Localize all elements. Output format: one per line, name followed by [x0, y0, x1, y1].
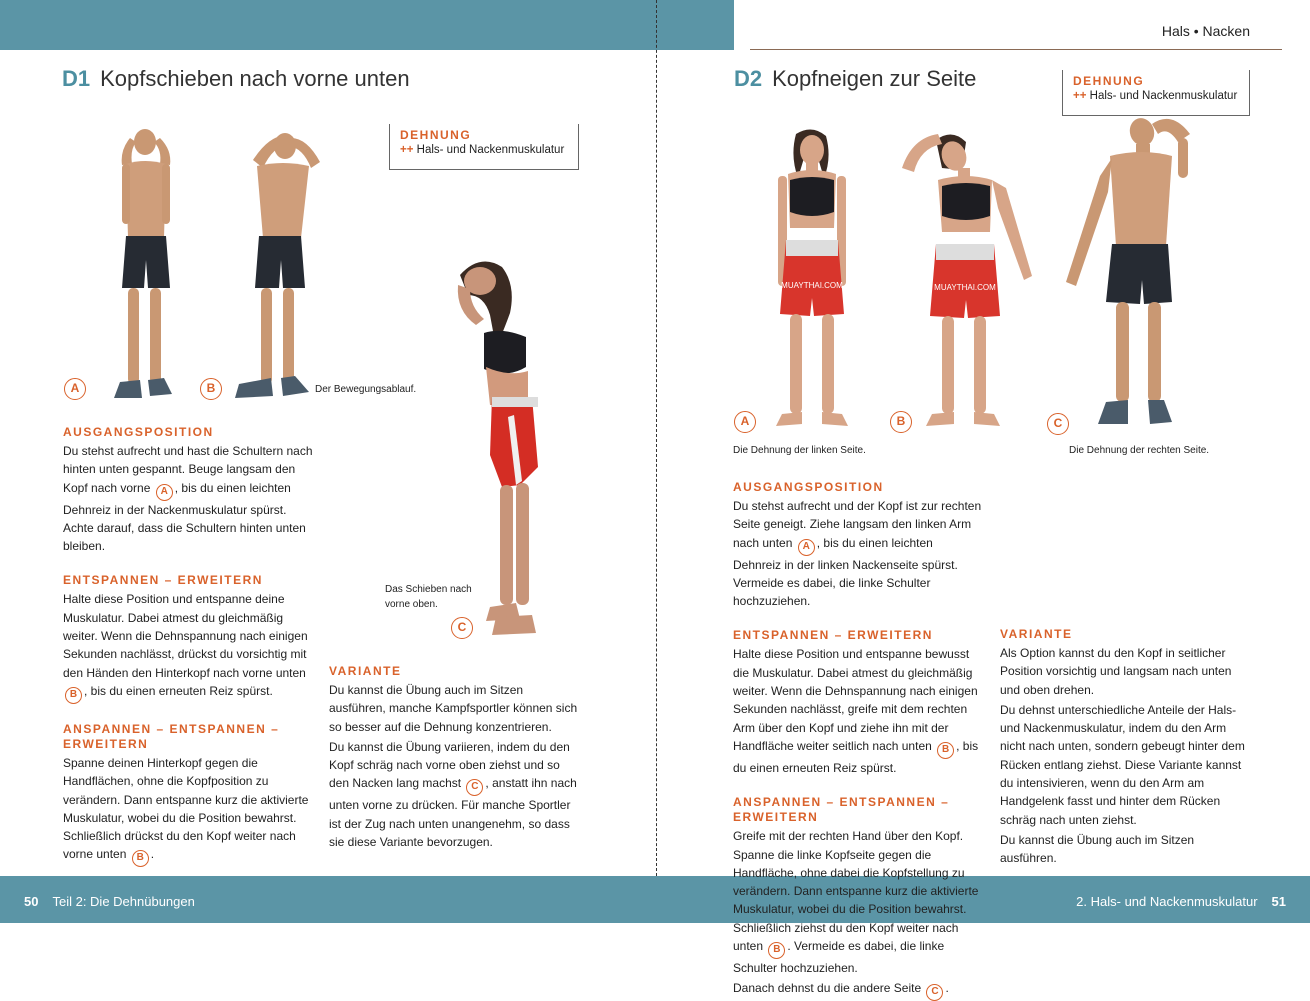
exercise-name: Kopfneigen zur Seite: [772, 66, 977, 91]
section-text-relax: Halte diese Position und entspanne bewusst die Muskulatur. Dabei atmest du gleichmäßig weiter. Wenn die Dehnspannung nach einigen Sekunden nachlässt, greife mit dem rechten Arm über den Kopf und ziehe ihn mit der Handfläche weiter seitlich nach unten B , bis du einen erneuten Reiz spürst.: [733, 647, 979, 775]
variant-text-1: Du kannst die Übung auch im Sitzen ausführen, manche Kampfsportler können sich so besser auf die Dehnung konzentrieren.: [329, 683, 578, 734]
caption-push: Das Schieben nach vorne oben.: [385, 584, 472, 610]
exercise-title-d2: [734, 66, 976, 92]
tag-muscle: ++ Hals- und Nackenmuskulatur: [1073, 90, 1238, 102]
variant-text-2: Du dehnst unterschiedliche Anteile der Hals- und Nackenmuskulatur, indem du den Arm nicht nach unten, sondern gebeugt hinter dem Rücken entlang ziehst. Diese Variante kannst du intensivieren, wenn du den Arm am Handgelenk fasst und hinter dem Rücken schräg nach unten ziehst.: [1000, 702, 1245, 827]
section-heading-tense: ANSPANNEN – ENTSPANNEN – ERWEITERN: [63, 721, 280, 751]
marker-a: A: [64, 378, 86, 400]
figure-b-man-hands-on-head: [225, 120, 335, 405]
exercise-title-d1: [62, 66, 410, 92]
caption-sequence: Der Bewegungsablauf.: [315, 384, 417, 395]
stretch-tag-d2: [1062, 70, 1250, 116]
section-heading-start: AUSGANGSPOSITION: [733, 480, 884, 494]
exercise-name: Kopfschieben nach vorne unten: [100, 66, 410, 91]
left-column-2: [329, 664, 579, 851]
section-text-relax: Halte diese Position und entspanne deine Muskulatur. Dabei atmest du gleichmäßig weiter. Wenn die Dehnspannung nach einigen Sekunden nachlässt, drückst du vorsichtig mit den Händen den Hinterkopf nach vorne unten B , bis du einen erneuten Reiz spürst.: [63, 590, 319, 703]
tag-muscle: ++ Hals- und Nackenmuskulatur: [400, 144, 565, 156]
figure-c-man-head-tilt: [1060, 112, 1200, 430]
caption-left-side: Die Dehnung der linken Seite.: [733, 445, 866, 456]
figure-a-woman-standing: [762, 128, 862, 433]
section-text-tense: Spanne deinen Hinterkopf gegen die Handflächen, ohne die Kopfposition zu verändern. Dann entspanne kurz die aktivierte Muskulatur, wobei du die Position bewahrst. Schließlich drückst du den Kopf weiter nach vorne unten B .: [63, 754, 319, 867]
left-column-1: [63, 425, 319, 867]
page-number-right: 51: [1271, 894, 1286, 909]
section-text-start: Du stehst aufrecht und hast die Schultern nach hinten unten gespannt. Beuge langsam den Kopf nach vorne A , bis du einen leichten Dehnreiz in der Nackenmuskulatur spürst. Achte darauf, dass die Schultern hinten unten bleiben.: [63, 444, 313, 554]
marker-a: A: [734, 411, 756, 433]
footer-right: [1076, 894, 1300, 909]
running-head-rule: [750, 49, 1282, 50]
figure-b-woman-head-tilt: [902, 128, 1037, 433]
variant-text-3: Du kannst die Übung auch im Sitzen ausführen.: [1000, 832, 1195, 866]
tag-title: DEHNUNG: [400, 128, 472, 142]
caption-right-side: Die Dehnung der rechten Seite.: [1069, 445, 1210, 456]
tag-title: DEHNUNG: [1073, 74, 1145, 88]
right-column-2: [1000, 627, 1250, 868]
shorts-print: MUAYTHAI.COM: [934, 283, 996, 292]
section-heading-relax: ENTSPANNEN – ERWEITERN: [733, 628, 933, 643]
exercise-code: D2: [734, 66, 763, 91]
section-heading-variant: VARIANTE: [329, 664, 402, 678]
stretch-tag-d1: [389, 124, 579, 170]
figure-a-man-head-forward: [90, 120, 200, 405]
section-heading-relax: ENTSPANNEN – ERWEITERN: [63, 573, 263, 588]
section-text-tense: Greife mit der rechten Hand über den Kopf. Spanne die linke Kopfseite gegen die Handfläche, ohne dabei die Kopfstellung zu verändern. Dann entspanne kurz die aktivierte Muskulatur, wobei du die Position bewahrst. Schließlich ziehst du den Kopf weiter nach unten B . Vermeide es dabei, die linke Schulter hochzuziehen.: [733, 829, 979, 976]
marker-c: C: [1047, 413, 1069, 435]
page-fold-line: [656, 0, 657, 876]
marker-b: B: [890, 411, 912, 433]
footer-part-title: Teil 2: Die Dehnübungen: [52, 894, 195, 909]
footer-chapter-title: 2. Hals- und Nackenmuskulatur: [1076, 894, 1258, 909]
section-text-other-side: Danach dehnst du die andere Seite C .: [733, 979, 983, 1001]
top-color-band: [0, 0, 734, 50]
shorts-print: MUAYTHAI.COM: [781, 281, 843, 290]
section-heading-variant: VARIANTE: [1000, 627, 1073, 641]
section-text-start: Du stehst aufrecht und der Kopf ist zur rechten Seite geneigt. Ziehe langsam den linken Arm nach unten A , bis du einen leichten Dehnreiz in der linken Nackenseite spürst. Vermeide es dabei, die linke Schulter hochzuziehen.: [733, 499, 982, 609]
running-head: Hals • Nacken: [1161, 23, 1250, 39]
section-heading-tense: ANSPANNEN – ENTSPANNEN – ERWEITERN: [733, 795, 950, 825]
variant-text-1: Als Option kannst du den Kopf in seitlicher Position vorsichtig und langsam nach unten und oben drehen.: [1000, 646, 1232, 697]
exercise-code: D1: [62, 66, 91, 91]
marker-b: B: [200, 378, 222, 400]
right-column-1: [733, 480, 983, 1001]
section-heading-start: AUSGANGSPOSITION: [63, 425, 214, 439]
footer-left: [10, 894, 195, 909]
variant-text-2: Du kannst die Übung variieren, indem du den Kopf schräg nach vorne oben ziehst und so den Nacken lang machst C , anstatt ihn nach unten vorne zu drücken. Für manche Sportler ist der Zug nach unten unangenehm, so dass sie diese Variante bevorzugen.: [329, 739, 577, 850]
marker-c: C: [451, 617, 473, 639]
page-number-left: 50: [24, 894, 39, 909]
